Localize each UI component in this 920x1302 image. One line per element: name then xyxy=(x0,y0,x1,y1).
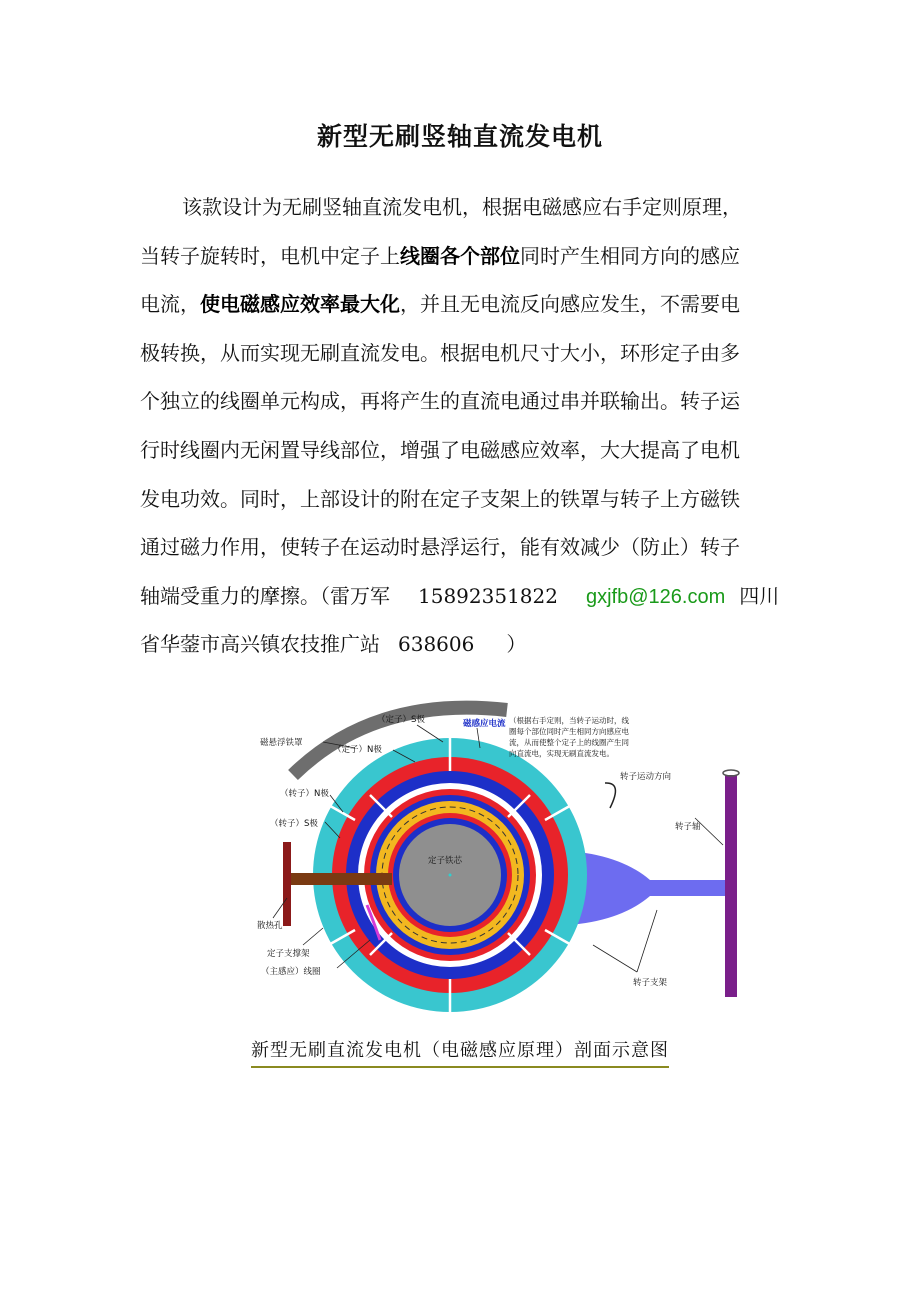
body-line: 行时线圈内无闲置导线部位，增强了电磁感应效率，大大提高了电机 xyxy=(140,437,740,462)
body-line: 个独立的线圈单元构成，再将产生的直流电通过串并联输出。转子运 xyxy=(140,389,740,414)
label-rotor-s: （转子）S极 xyxy=(270,819,318,829)
document-title: 新型无刷竖轴直流发电机 xyxy=(316,122,603,151)
rotor-shaft xyxy=(725,775,737,997)
rotor-direction-arrow xyxy=(605,783,615,808)
label-note-4: 向直流电，实现无刷直流发电。 xyxy=(509,749,614,758)
label-coil: （主感应）线圈 xyxy=(261,967,321,977)
vent-post xyxy=(283,842,291,926)
label-note-3: 流，从而使整个定子上的线圈产生同 xyxy=(509,738,629,747)
label-note-2: 圈每个部位同时产生相同方向感应电 xyxy=(509,727,629,736)
body-paragraph xyxy=(140,183,790,669)
label-stator-core: 定子铁芯 xyxy=(428,856,463,866)
body-line: 极转换，从而实现无刷直流发电。根据电机尺寸大小，环形定子由多 xyxy=(140,340,740,365)
label-stator-bracket: 定子支撑架 xyxy=(267,949,310,959)
body-line: 通过磁力作用，使转子在运动时悬浮运行，能有效减少（防止）转子 xyxy=(140,535,740,560)
label-stator-s: （定子）S极 xyxy=(377,715,425,725)
email-link[interactable]: gxjfb@126.com xyxy=(585,585,726,608)
emphasis-coil: 线圈各个部位 xyxy=(400,243,520,268)
contact-line: 轴端受重力的摩擦。（雷万军 15892351822 gxjfb@126.com 四川 xyxy=(140,583,780,608)
label-note-1: （根据右手定则，当转子运动时，线 xyxy=(509,716,629,725)
body-line: 发电功效。同时，上部设计的附在定子支架上的铁罩与转子上方磁铁 xyxy=(140,486,740,511)
label-maglev-cover: 磁悬浮铁罩 xyxy=(260,738,303,748)
label-vent: 散热孔 xyxy=(257,921,283,931)
label-stator-n: （定子）N极 xyxy=(333,745,382,755)
address-line: 省华蓥市高兴镇农技推广站 638606 ） xyxy=(140,632,527,657)
diagram-caption: 新型无刷直流发电机（电磁感应原理）剖面示意图 xyxy=(0,1036,920,1068)
label-rotor-shaft: 转子轴 xyxy=(675,822,701,832)
body-line: 该款设计为无刷竖轴直流发电机，根据电磁感应右手定则原理， xyxy=(182,195,742,219)
stator-bracket xyxy=(290,873,392,885)
label-induced-current: 磁感应电流 xyxy=(463,719,506,729)
body-line: 当转子旋转时，电机中定子上线圈各个部位同时产生相同方向的感应 xyxy=(140,243,740,268)
core-center-dot xyxy=(449,874,452,877)
emphasis-efficiency: 使电磁感应效率最大化 xyxy=(200,292,400,317)
body-line: 电流，使电磁感应效率最大化，并且无电流反向感应发生，不需要电 xyxy=(140,292,740,317)
postcode: 638606 xyxy=(398,632,475,657)
generator-diagram xyxy=(245,700,775,1020)
phone-number: 15892351822 xyxy=(418,583,558,608)
label-rotor-bracket: 转子支架 xyxy=(633,978,668,988)
label-rotor-direction: 转子运动方向 xyxy=(620,772,672,782)
label-rotor-n: （转子）N极 xyxy=(280,789,329,799)
